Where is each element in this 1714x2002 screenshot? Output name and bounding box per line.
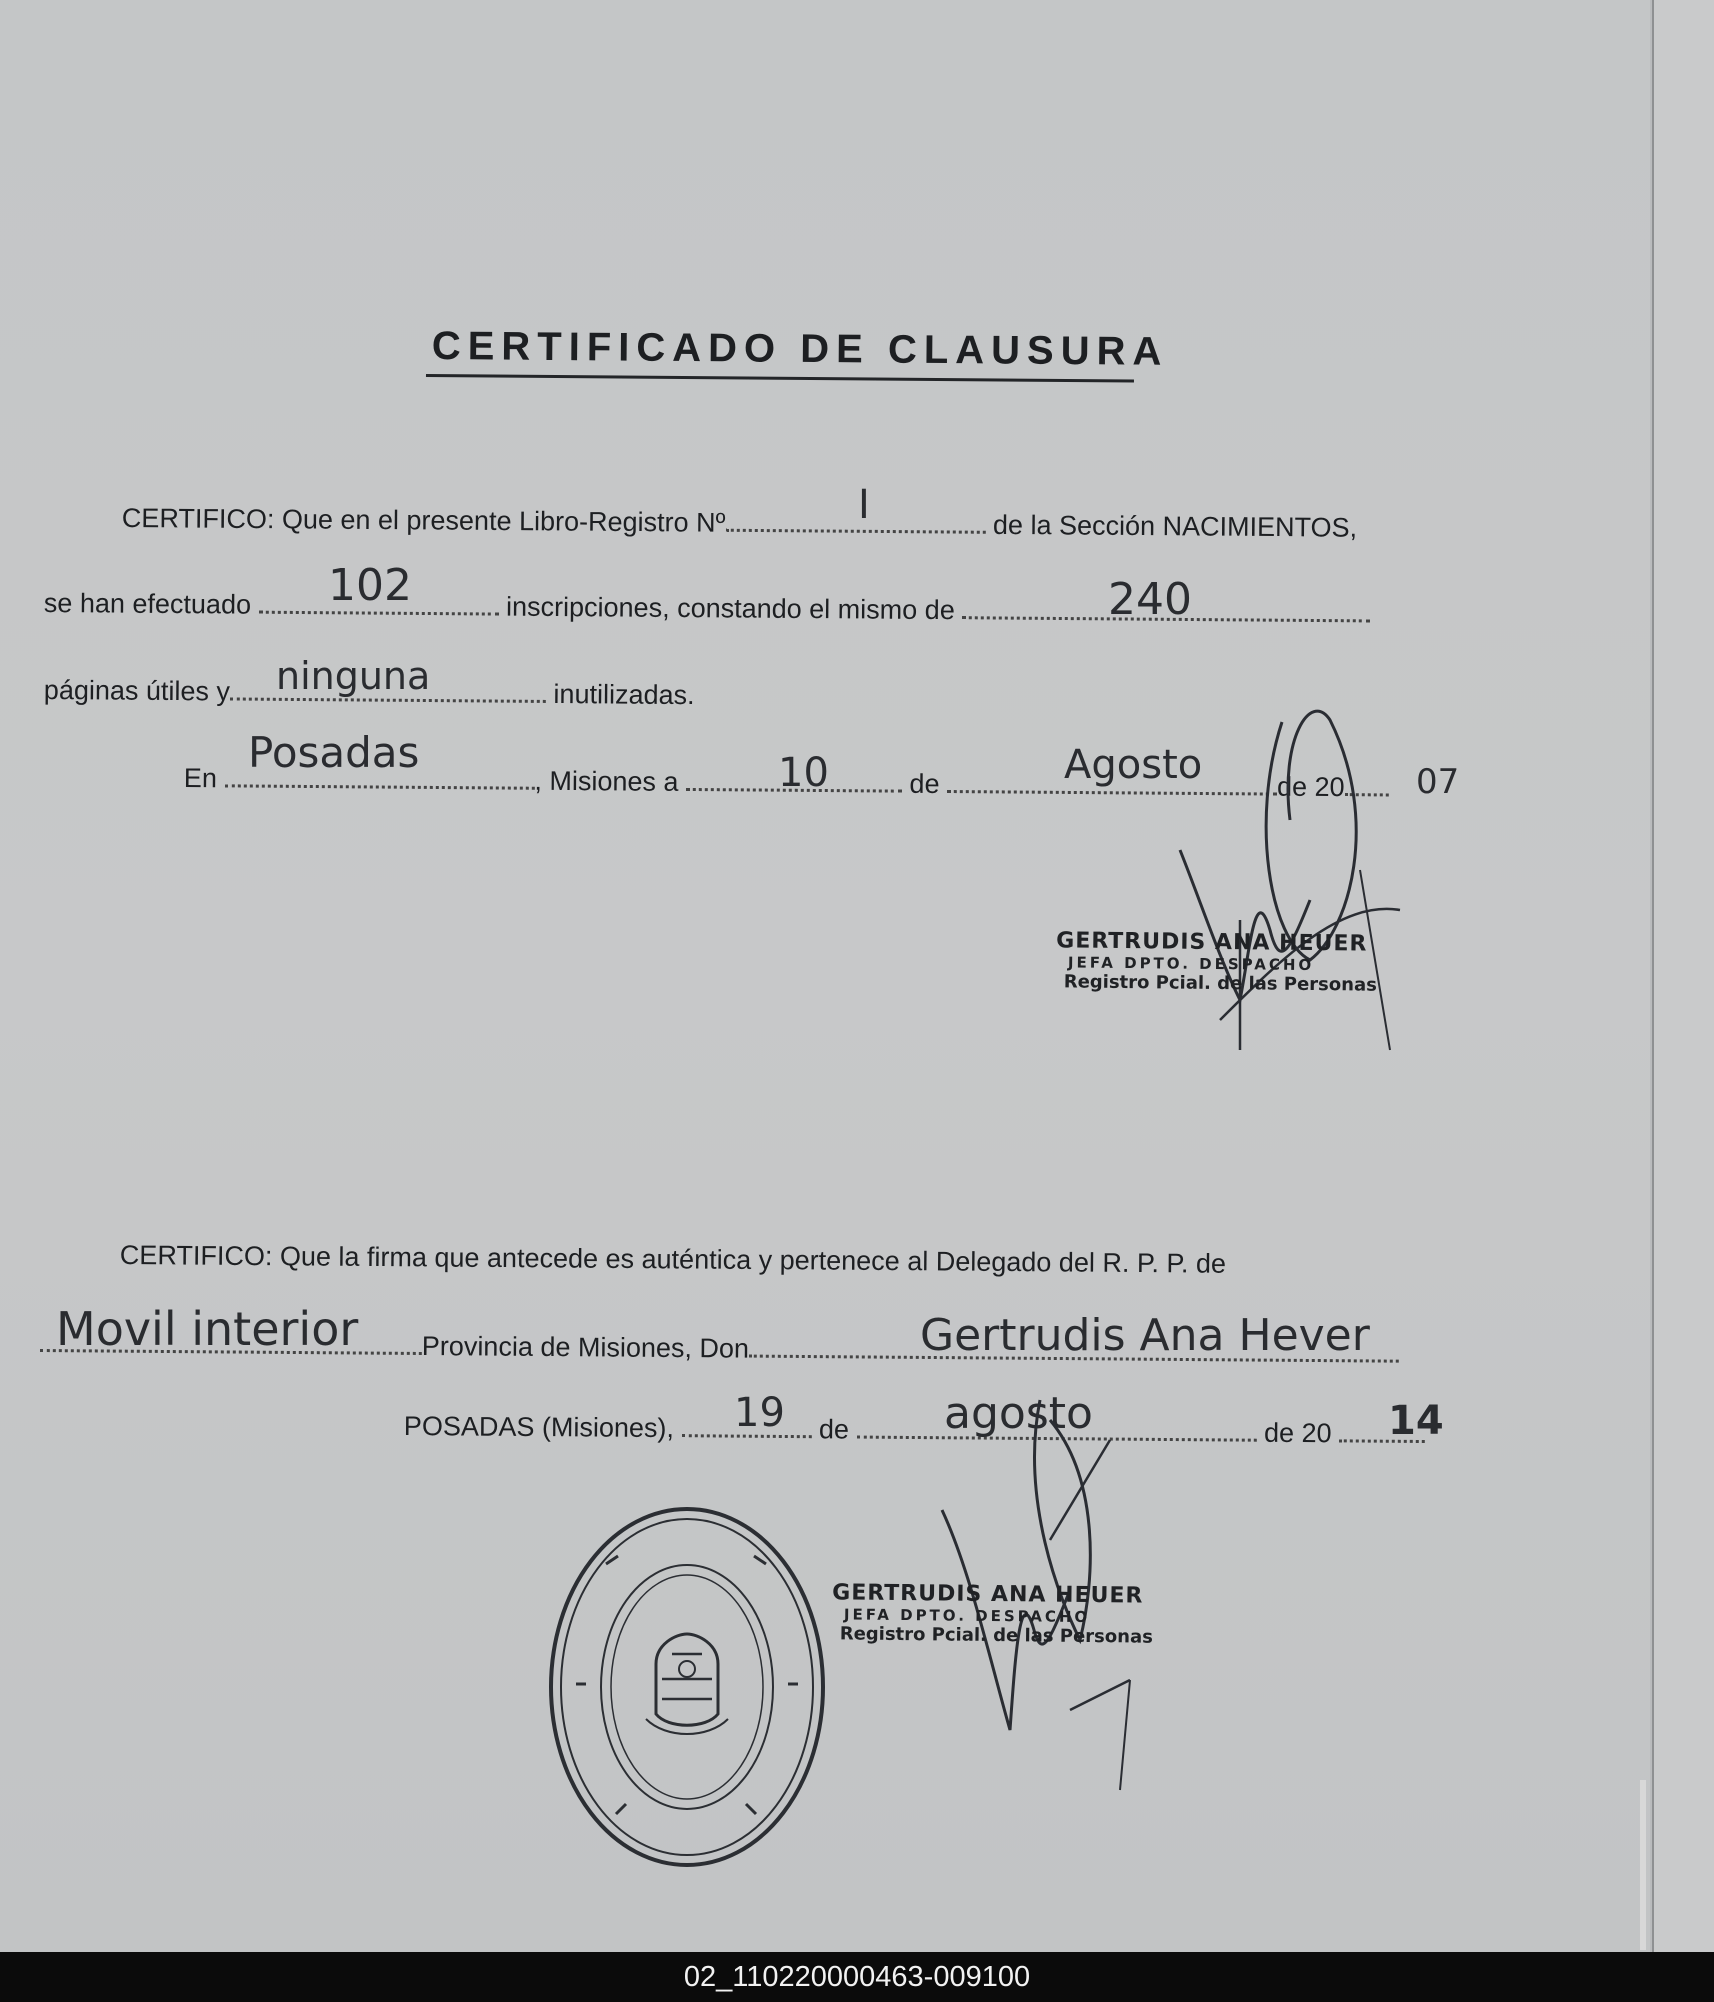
hw2-mes: agosto xyxy=(944,1388,1093,1439)
hw2-anio: 14 xyxy=(1388,1398,1444,1444)
page-edge-tab xyxy=(1640,1780,1646,1950)
stamp-1 xyxy=(1056,928,1378,995)
hw-inscripciones: 102 xyxy=(328,560,412,611)
stamp1-name: GERTRUDIS ANA HEUER xyxy=(1056,928,1368,957)
hw-mes: Agosto xyxy=(1064,742,1203,788)
official-seal xyxy=(546,1504,828,1870)
hw2-dia: 19 xyxy=(734,1390,785,1436)
hw-anio: 07 xyxy=(1416,762,1460,802)
signature-1 xyxy=(1160,700,1420,1060)
hw-dia: 10 xyxy=(778,750,829,796)
cert1-line2: se han efectuado inscripciones, constando el mismo de xyxy=(44,588,1371,629)
hw-inutilizadas: ninguna xyxy=(276,654,431,698)
stamp2-office: Registro Pcial. de las Personas xyxy=(839,1623,1153,1648)
hw-libro-number: I xyxy=(858,482,870,528)
stamp1-role: JEFA DPTO. DESPACHO xyxy=(1067,953,1315,975)
scan-footer-code: 02_110220000463-009100 xyxy=(0,1952,1714,2002)
cert2-line3: POSADAS (Misiones), de de 20 xyxy=(404,1411,1425,1450)
cert2-line1: CERTIFICO: Que la firma que antecede es auténtica y pertenece al Delegado del R. P. P. de xyxy=(119,1240,1227,1279)
stamp-2 xyxy=(832,1580,1154,1647)
stamp2-name: GERTRUDIS ANA HEUER xyxy=(832,1580,1144,1609)
hw-lugar: Posadas xyxy=(248,728,420,777)
hw-delegacion: Movil interior xyxy=(56,1302,359,1356)
cert1-line3: páginas útiles y inutilizadas. xyxy=(43,675,695,711)
cert2-line2: Provincia de Misiones, Don xyxy=(40,1328,1399,1370)
hw-paginas: 240 xyxy=(1108,574,1192,625)
page-edge xyxy=(1652,0,1714,1952)
cert1-line1: CERTIFICO: Que en el presente Libro-Registro Nº de la Sección NACIMIENTOS, xyxy=(121,503,1358,543)
stamp2-role: JEFA DPTO. DESPACHO xyxy=(843,1605,1091,1627)
document-title: CERTIFICADO DE CLAUSURA xyxy=(431,324,1169,374)
cert1-line4: En , Misiones a de de 20 xyxy=(184,763,1389,803)
hw-persona: Gertrudis Ana Hever xyxy=(920,1310,1370,1361)
stamp1-office: Registro Pcial. de las Personas xyxy=(1063,971,1377,996)
